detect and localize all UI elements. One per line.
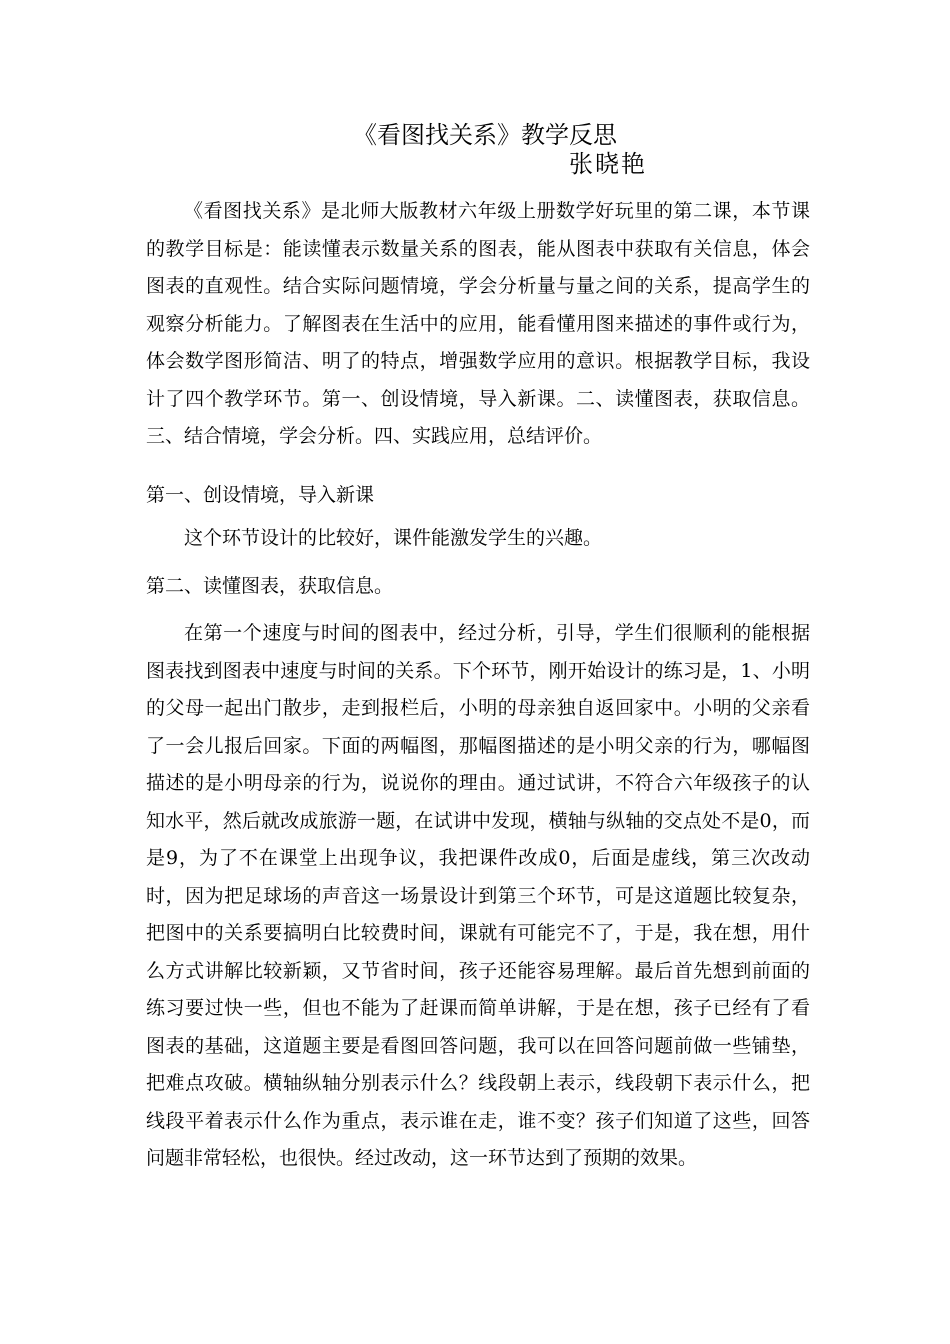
document-title: 《看图找关系》教学反思 [353,121,617,149]
intro-paragraph: 《看图找关系》是北师大版教材六年级上册数学好玩里的第二课，本节课的教学目标是：能读懂表示数量关系的图表，能从图表中获取有关信息，体会图表的直观性。结合实际问题情境，学会分析量与量之间的关系，提高学生的观察分析能力。了解图表在生活中的应用，能看懂用图来描述的事件或行为，体会数学图形简洁、明了的特点，增强数学应用的意识。根据教学目标，我设计了四个教学环节。第一、创设情境，导入新课。二、读懂图表，获取信息。三、结合情境，学会分析。四、实践应用，总结评价。 [146,200,810,447]
section-heading-1: 第一、创设情境，导入新课 [146,484,375,506]
section-heading-2: 第二、读懂图表，获取信息。 [146,575,394,597]
section-paragraph-2: 在第一个速度与时间的图表中，经过分析，引导，学生们很顺利的能根据图表找到图表中速度与时间的关系。下个环节，刚开始设计的练习是，1、小明的父母一起出门散步，走到报栏后，小明的母亲独自返回家中。小明的父亲看了一会儿报后回家。下面的两幅图，那幅图描述的是小明父亲的行为，哪幅图描述的是小明母亲的行为，说说你的理由。通过试讲，不符合六年级孩子的认知水平，然后就改成旅游一题，在试讲中发现，横轴与纵轴的交点处不是0，而是9，为了不在课堂上出现争议，我把课件改成0，后面是虚线，第三次改动时，因为把足球场的声音这一场景设计到第三个环节，可是这道题比较复杂，把图中的关系要搞明白比较费时间，课就有可能完不了，于是，我在想，用什么方式讲解比较新颖，又节省时间，孩子还能容易理解。最后首先想到前面的练习要过快一些，但也不能为了赶课而简单讲解，于是在想，孩子已经有了看图表的基础，这道题主要是看图回答问题，我可以在回答问题前做一些铺垫，把难点攻破。横轴纵轴分别表示什么？线段朝上表示，线段朝下表示什么，把线段平着表示什么作为重点，表示谁在走，谁不变？孩子们知道了这些，回答问题非常轻松，也很快。经过改动，这一环节达到了预期的效果。 [146,622,810,1169]
author-name: 张晓艳 [569,150,647,178]
section-paragraph-1: 这个环节设计的比较好，课件能激发学生的兴趣。 [184,527,603,549]
